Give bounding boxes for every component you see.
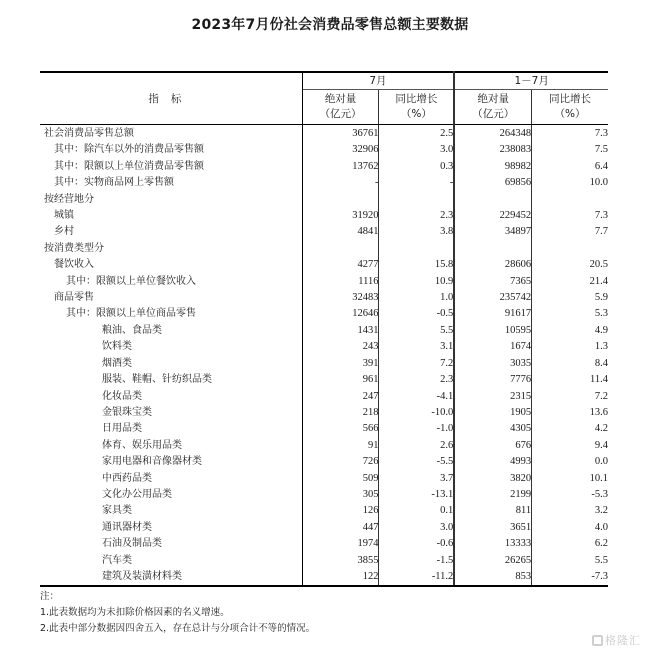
month-abs-cell: 32483 [302,290,379,306]
month-yoy-cell: - [379,175,454,191]
month-yoy-cell: 3.1 [379,339,454,355]
ytd-abs-cell: 7365 [454,274,531,290]
month-abs-header: 绝对量 （亿元） [302,90,379,125]
month-yoy-cell: -11.2 [379,569,454,586]
ytd-abs-cell: 28606 [454,257,531,273]
row-label: 粮油、食品类 [40,323,302,339]
month-abs-cell: 961 [302,372,379,388]
month-yoy-cell: 0.3 [379,159,454,175]
ytd-abs-cell [454,241,531,257]
table-row [40,503,608,519]
ytd-yoy-cell: 4.2 [594,423,608,435]
row-label: 按经营地分 [40,192,302,208]
month-yoy-cell: 3.0 [379,142,454,158]
row-label: 社会消费品零售总额 [40,125,302,143]
ytd-abs-cell: 4305 [454,421,531,437]
ytd-yoy-cell: 10.1 [589,472,608,484]
month-yoy-cell: -0.6 [379,536,454,552]
note-item: 1.此表数据均为未扣除价格因素的名义增速。 [40,607,230,618]
ytd-yoy-cell: 13.6 [589,406,608,418]
table-row [40,290,608,306]
month-abs-cell: 1431 [302,323,379,339]
ytd-abs-cell: 229452 [454,208,531,224]
month-abs-cell: 243 [302,339,379,355]
ytd-yoy-cell: 4.9 [594,324,608,336]
table-body [40,125,608,587]
table-row [40,339,608,355]
month-yoy-cell: -0.5 [379,306,454,322]
row-label: 化妆品类 [40,389,302,405]
month-group-header: 7月 [302,72,454,90]
row-label: 汽车类 [40,553,302,569]
month-abs-cell: 391 [302,356,379,372]
month-abs-cell: 4841 [302,224,379,240]
row-label: 乡村 [40,224,302,240]
ytd-yoy-cell: 7.5 [594,144,608,156]
table-row [40,241,608,257]
table-row [40,274,608,290]
ytd-yoy-cell: 1.3 [594,341,608,353]
ytd-abs-cell: 1674 [454,339,531,355]
month-abs-cell: - [302,175,379,191]
row-label: 日用品类 [40,421,302,437]
ytd-yoy-cell: 5.3 [594,308,608,320]
table-row [40,421,608,437]
row-label: 商品零售 [40,290,302,306]
table-row [40,553,608,569]
month-yoy-cell: -1.5 [379,553,454,569]
table-row [40,389,608,405]
month-abs-cell: 91 [302,438,379,454]
row-label: 体育、娱乐用品类 [40,438,302,454]
month-abs-cell: 247 [302,389,379,405]
row-label: 饮料类 [40,339,302,355]
month-abs-cell: 1974 [302,536,379,552]
table-row [40,471,608,487]
month-yoy-cell: -13.1 [379,487,454,503]
watermark [592,632,641,648]
month-abs-cell: 4277 [302,257,379,273]
ytd-yoy-header: 同比增长 （%） [532,90,608,125]
ytd-abs-cell: 91617 [454,306,531,322]
month-abs-cell: 32906 [302,142,379,158]
ytd-abs-cell: 811 [454,503,531,519]
ytd-abs-cell: 1905 [454,405,531,421]
ytd-abs-cell [454,192,531,208]
ytd-yoy-cell: 5.9 [594,292,608,304]
table-row [40,306,608,322]
ytd-abs-cell: 2315 [454,389,531,405]
month-abs-cell: 31920 [302,208,379,224]
table-row [40,175,608,191]
ytd-group-header: 1－7月 [454,72,608,90]
row-label: 其中：限额以上单位商品零售 [40,306,302,322]
row-label: 文化办公用品类 [40,487,302,503]
month-abs-cell: 126 [302,503,379,519]
ytd-abs-cell: 264348 [454,125,531,143]
ytd-yoy-cell: 7.7 [594,226,608,238]
ytd-abs-cell: 3651 [454,520,531,536]
page-title: 2023年7月份社会消费品零售总额主要数据 [191,17,469,33]
month-abs-cell: 12646 [302,306,379,322]
table-row [40,405,608,421]
table-row [40,454,608,470]
ytd-abs-cell: 3035 [454,356,531,372]
month-yoy-cell [379,241,454,257]
month-yoy-cell: 2.3 [379,208,454,224]
table-row [40,208,608,224]
table-row [40,142,608,158]
table-row [40,487,608,503]
month-yoy-cell: 1.0 [379,290,454,306]
ytd-yoy-cell: 11.4 [590,374,608,386]
month-abs-cell: 509 [302,471,379,487]
ytd-yoy-cell: 10.0 [589,177,608,189]
gelonghui-logo-icon [592,635,603,646]
row-label: 金银珠宝类 [40,405,302,421]
month-abs-cell: 726 [302,454,379,470]
month-yoy-cell: -1.0 [379,421,454,437]
ytd-yoy-cell: 3.2 [594,505,608,517]
ytd-abs-cell: 13333 [454,536,531,552]
notes-section [40,589,315,637]
month-yoy-cell: -4.1 [379,389,454,405]
row-label: 中西药品类 [40,471,302,487]
month-abs-cell: 3855 [302,553,379,569]
table-row [40,125,608,143]
row-label: 其中：除汽车以外的消费品零售额 [40,142,302,158]
ytd-abs-cell: 7776 [454,372,531,388]
month-abs-cell [302,241,379,257]
ytd-yoy-cell [532,241,608,257]
ytd-abs-cell: 853 [454,569,531,586]
row-label: 建筑及装潢材料类 [40,569,302,586]
table-row [40,536,608,552]
month-yoy-cell: 5.5 [379,323,454,339]
table-row [40,159,608,175]
month-yoy-cell: 2.5 [379,125,454,143]
ytd-yoy-cell: -7.3 [532,569,608,586]
indicator-header: 指标 [40,72,302,125]
table-row [40,438,608,454]
month-abs-cell: 447 [302,520,379,536]
month-abs-cell: 36761 [302,125,379,143]
ytd-yoy-cell: 5.5 [594,554,608,566]
month-yoy-cell: -10.0 [379,405,454,421]
month-yoy-cell: 2.3 [379,372,454,388]
ytd-yoy-cell: 6.2 [594,538,608,550]
row-label: 其中：实物商品网上零售额 [40,175,302,191]
watermark-text: 格隆汇 [605,634,641,647]
table-row [40,569,608,586]
table-row [40,372,608,388]
ytd-yoy-cell: 21.4 [589,275,608,287]
month-yoy-cell: -5.5 [379,454,454,470]
ytd-yoy-cell: 6.4 [594,160,608,172]
table-row [40,520,608,536]
row-label: 石油及制品类 [40,536,302,552]
row-label: 家具类 [40,503,302,519]
header-row-groups [40,72,608,90]
row-label: 通讯器材类 [40,520,302,536]
ytd-abs-header: 绝对量 （亿元） [454,90,531,125]
row-label: 其中：限额以上单位消费品零售额 [40,159,302,175]
table-row [40,224,608,240]
month-abs-cell: 1116 [302,274,379,290]
row-label: 按消费类型分 [40,241,302,257]
month-yoy-cell: 2.6 [379,438,454,454]
note-item: 2.此表中部分数据因四舍五入，存在总计与分项合计不等的情况。 [40,623,316,634]
ytd-abs-cell: 3820 [454,471,531,487]
month-yoy-cell: 10.9 [379,274,454,290]
ytd-yoy-cell: 7.3 [594,210,608,222]
ytd-abs-cell: 676 [454,438,531,454]
ytd-abs-cell: 235742 [454,290,531,306]
ytd-abs-cell: 26265 [454,553,531,569]
month-abs-cell: 122 [302,569,379,586]
ytd-yoy-cell: 4.0 [594,521,608,533]
month-abs-cell [302,192,379,208]
ytd-yoy-cell: 20.5 [589,259,608,271]
row-label: 城镇 [40,208,302,224]
notes-heading: 注： [40,591,60,602]
ytd-abs-cell: 34897 [454,224,531,240]
ytd-yoy-cell: 9.4 [594,439,608,451]
ytd-abs-cell: 69856 [454,175,531,191]
month-abs-cell: 305 [302,487,379,503]
row-label: 餐饮收入 [40,257,302,273]
month-yoy-cell: 3.8 [379,224,454,240]
ytd-abs-cell: 10595 [454,323,531,339]
month-yoy-cell: 0.1 [379,503,454,519]
ytd-abs-cell: 2199 [454,487,531,503]
row-label: 其中：限额以上单位餐饮收入 [40,274,302,290]
retail-sales-table [40,71,608,587]
month-yoy-cell [379,192,454,208]
ytd-yoy-cell: 0.0 [594,456,608,468]
month-yoy-header: 同比增长 （%） [379,90,454,125]
table-row [40,257,608,273]
row-label: 家用电器和音像器材类 [40,454,302,470]
table-row [40,192,608,208]
row-label: 烟酒类 [40,356,302,372]
ytd-yoy-cell: 7.2 [594,390,608,402]
month-yoy-cell: 3.7 [379,471,454,487]
month-abs-cell: 566 [302,421,379,437]
ytd-yoy-cell: -5.3 [591,488,608,500]
row-label: 服装、鞋帽、针纺织品类 [40,372,302,388]
month-yoy-cell: 3.0 [379,520,454,536]
month-yoy-cell: 15.8 [379,257,454,273]
month-yoy-cell: 7.2 [379,356,454,372]
month-abs-cell: 13762 [302,159,379,175]
ytd-yoy-cell: 7.3 [594,128,608,139]
ytd-abs-cell: 238083 [454,142,531,158]
month-abs-cell: 218 [302,405,379,421]
ytd-yoy-cell: 8.4 [594,357,608,369]
ytd-abs-cell: 4993 [454,454,531,470]
ytd-yoy-cell [532,192,608,208]
ytd-abs-cell: 98982 [454,159,531,175]
table-row [40,356,608,372]
table-row [40,323,608,339]
